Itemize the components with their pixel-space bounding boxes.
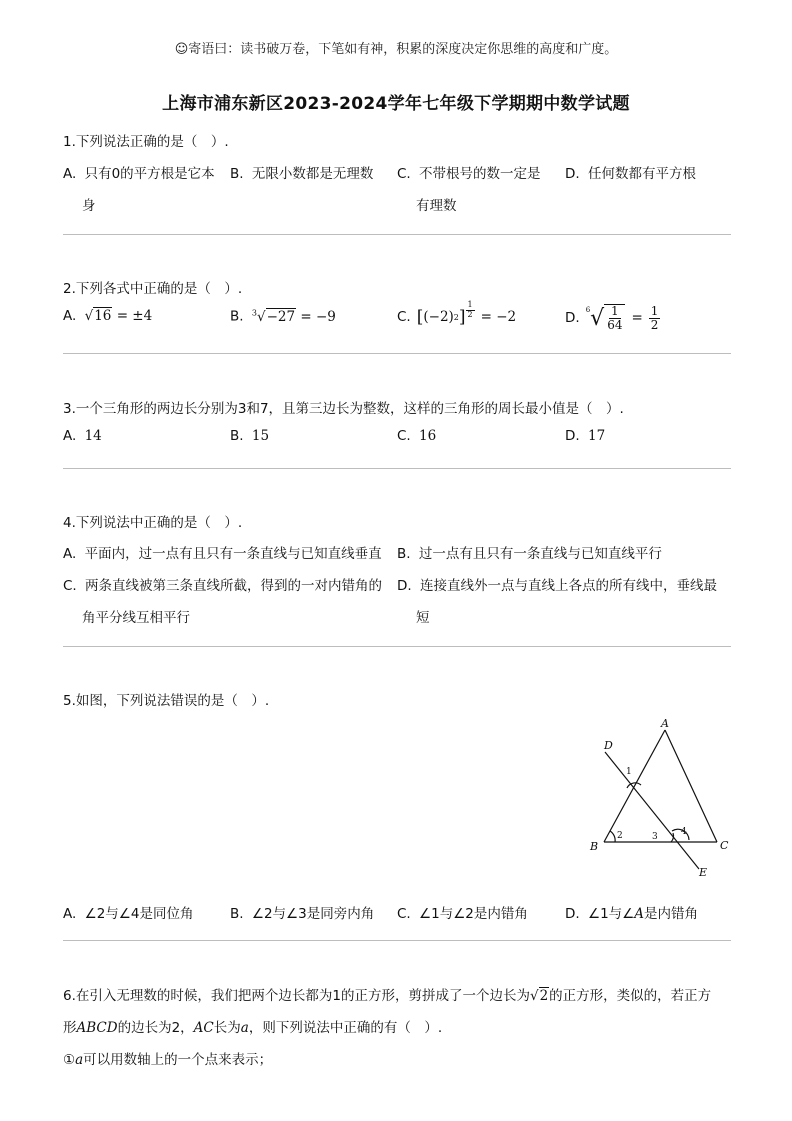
option-text: 过一点有且只有一条直线与已知直线平行 bbox=[418, 546, 662, 562]
q5-option-b bbox=[230, 902, 374, 922]
point-a-label: A bbox=[661, 717, 669, 730]
q1-option-a-cont: 身 bbox=[82, 198, 96, 214]
root-index: 6 bbox=[585, 306, 591, 314]
q5-option-c bbox=[397, 902, 528, 922]
option-label: B. bbox=[230, 906, 244, 922]
fraction-exponent bbox=[466, 301, 475, 319]
divider bbox=[63, 353, 731, 354]
equals-sign: = bbox=[631, 310, 643, 326]
option-label: A. bbox=[63, 166, 77, 182]
option-label: D. bbox=[565, 906, 580, 922]
option-text: 不带根号的数一定是 bbox=[419, 166, 541, 182]
option-label: D. bbox=[565, 166, 580, 182]
option-text: 平面内，过一点有且只有一条直线与已知直线垂直 bbox=[84, 546, 382, 562]
option-text: 两条直线被第三条直线所截，得到的一对内错角的 bbox=[85, 578, 383, 594]
expression-rest: = −2 bbox=[480, 309, 517, 325]
math-variable: a bbox=[75, 1052, 84, 1068]
q3-option-d bbox=[565, 428, 605, 444]
q5-stem: 5.如图，下列说法错误的是（ ）. bbox=[63, 693, 270, 709]
q4-option-a bbox=[63, 542, 382, 562]
divider bbox=[63, 468, 731, 469]
stem-text: 长为 bbox=[213, 1020, 241, 1036]
fraction-denominator: 2 bbox=[650, 317, 659, 332]
segment-ac bbox=[665, 730, 717, 842]
option-text: ∠2与∠4是同位角 bbox=[84, 906, 194, 922]
q2-stem: 2.下列各式中正确的是（ ）. bbox=[63, 281, 243, 297]
point-c-label: C bbox=[720, 839, 729, 852]
option-label: C. bbox=[397, 906, 411, 922]
option-label: A. bbox=[63, 906, 77, 922]
option-value: 14 bbox=[84, 428, 102, 444]
q4-stem: 4.下列说法中正确的是（ ）. bbox=[63, 515, 243, 531]
option-label: A. bbox=[63, 546, 77, 562]
cbrt-expression: $^3$√−27 = −9 bbox=[251, 308, 336, 325]
bracket-left: [ bbox=[416, 307, 424, 327]
angle-1-label: 1 bbox=[626, 767, 632, 777]
divider bbox=[63, 940, 731, 941]
option-label: B. bbox=[397, 546, 411, 562]
option-text: ∠1与∠ bbox=[587, 906, 635, 922]
stem-text: ，则下列说法中正确的有（ ）. bbox=[248, 1020, 443, 1036]
motto-text: ☺寄语曰：读书破万卷，下笔如有神，积累的深度决定你思维的高度和广度。 bbox=[174, 42, 618, 57]
option-label: C. bbox=[397, 309, 411, 325]
radicand: −27 bbox=[266, 308, 296, 325]
angle-3-label: 3 bbox=[652, 832, 658, 842]
fraction-denominator: 2 bbox=[467, 309, 473, 319]
q6-stem-line1 bbox=[63, 984, 711, 1004]
option-text: 只有0的平方根是它本 bbox=[84, 166, 215, 182]
q3-option-a bbox=[63, 428, 102, 444]
option-text: 是内错角 bbox=[644, 906, 699, 922]
q1-option-b bbox=[230, 162, 373, 182]
root-index: 3 bbox=[251, 308, 257, 317]
q6-stem-line2 bbox=[63, 1016, 442, 1036]
fraction-numerator: 1 bbox=[650, 303, 659, 318]
q3-option-b bbox=[230, 428, 269, 444]
q2-option-b bbox=[230, 308, 336, 325]
math-variable: a bbox=[240, 1020, 249, 1036]
stem-text: 的正方形，类似的，若正方 bbox=[549, 988, 712, 1004]
q2-option-a bbox=[63, 308, 152, 324]
inner-exponent: 2 bbox=[453, 312, 459, 322]
point-d-label: D bbox=[604, 739, 613, 752]
angle-4-label: 4 bbox=[681, 827, 687, 837]
option-text: 连接直线外一点与直线上各点的所有线中，垂线最 bbox=[419, 578, 717, 594]
statement-marker: ① bbox=[63, 1052, 76, 1068]
q2-option-c bbox=[397, 300, 516, 334]
option-label: A. bbox=[63, 428, 77, 444]
segment-ab bbox=[604, 730, 665, 842]
angle-2-label: 2 bbox=[617, 831, 623, 841]
point-e-label: E bbox=[699, 866, 708, 879]
fraction-numerator: 1 bbox=[467, 300, 473, 310]
page-title: 上海市浦东新区2023-2024学年七年级下学期期中数学试题 bbox=[162, 94, 630, 114]
option-label: C. bbox=[63, 578, 77, 594]
option-value: 17 bbox=[587, 428, 606, 444]
q6-statement-1 bbox=[63, 1048, 272, 1068]
sqrt-expression: √16 = ±4 bbox=[84, 308, 153, 324]
radical-sign: √ bbox=[590, 305, 605, 331]
option-label: C. bbox=[397, 428, 411, 444]
math-variable: A bbox=[634, 906, 645, 922]
geometry-figure bbox=[585, 712, 735, 882]
option-text: 任何数都有平方根 bbox=[587, 166, 696, 182]
q3-option-c bbox=[397, 428, 436, 444]
point-b-label: B bbox=[590, 840, 599, 853]
stem-text: 的边长为2， bbox=[117, 1020, 194, 1036]
option-label: B. bbox=[230, 166, 244, 182]
q5-option-d bbox=[565, 902, 698, 922]
option-label: B. bbox=[230, 428, 244, 444]
q1-option-c bbox=[397, 162, 541, 182]
option-label: B. bbox=[230, 308, 244, 325]
fraction-numerator: 1 bbox=[611, 304, 619, 319]
expression-rest: = −9 bbox=[300, 308, 336, 325]
math-variable: AC bbox=[193, 1020, 214, 1036]
option-label: D. bbox=[565, 310, 580, 326]
divider bbox=[63, 234, 731, 235]
line-de bbox=[605, 752, 699, 869]
q1-stem: 1.下列说法正确的是（ ）. bbox=[63, 134, 229, 150]
q3-stem: 3.一个三角形的两边长分别为3和7，且第三边长为整数，这样的三角形的周长最小值是（ ）. bbox=[63, 401, 624, 417]
option-label: D. bbox=[565, 428, 580, 444]
radicand-fraction bbox=[604, 304, 625, 331]
math-variable: ABCD bbox=[76, 1020, 118, 1036]
option-label: D. bbox=[397, 578, 412, 594]
result-fraction bbox=[649, 305, 661, 331]
option-text: ∠1与∠2是内错角 bbox=[419, 906, 528, 922]
q5-option-a bbox=[63, 902, 193, 922]
q1-option-c-cont: 有理数 bbox=[416, 198, 457, 214]
option-label: A. bbox=[63, 308, 77, 324]
q1-option-a bbox=[63, 162, 215, 182]
statement-text: 可以用数轴上的一个点来表示； bbox=[83, 1052, 273, 1068]
q4-option-d bbox=[397, 574, 717, 594]
option-text: ∠2与∠3是同旁内角 bbox=[251, 906, 375, 922]
bracket-right: ] bbox=[458, 307, 466, 327]
expression-rest: = ±4 bbox=[116, 308, 153, 324]
radicand: 2 bbox=[539, 988, 549, 1004]
q4-option-b bbox=[397, 542, 662, 562]
option-label: C. bbox=[397, 166, 411, 182]
angle-2-arc bbox=[610, 831, 615, 842]
q4-option-c-cont: 角平分线互相平行 bbox=[82, 610, 190, 626]
fraction-denominator: 64 bbox=[607, 318, 623, 332]
divider bbox=[63, 646, 731, 647]
radicand: 16 bbox=[94, 308, 112, 324]
q2-option-d bbox=[565, 298, 660, 338]
option-text: 无限小数都是无理数 bbox=[251, 166, 374, 182]
option-value: 16 bbox=[419, 428, 437, 444]
q4-option-c bbox=[63, 574, 382, 594]
q4-option-d-cont: 短 bbox=[416, 610, 430, 626]
sqrt-expression: √2 bbox=[529, 988, 549, 1004]
stem-text: 形 bbox=[63, 1020, 77, 1036]
q1-option-d bbox=[565, 162, 696, 182]
stem-text: 6.在引入无理数的时候，我们把两个边长都为1的正方形，剪拼成了一个边长为 bbox=[63, 988, 530, 1004]
inner-base: (−2) bbox=[423, 309, 454, 325]
option-value: 15 bbox=[251, 428, 270, 444]
